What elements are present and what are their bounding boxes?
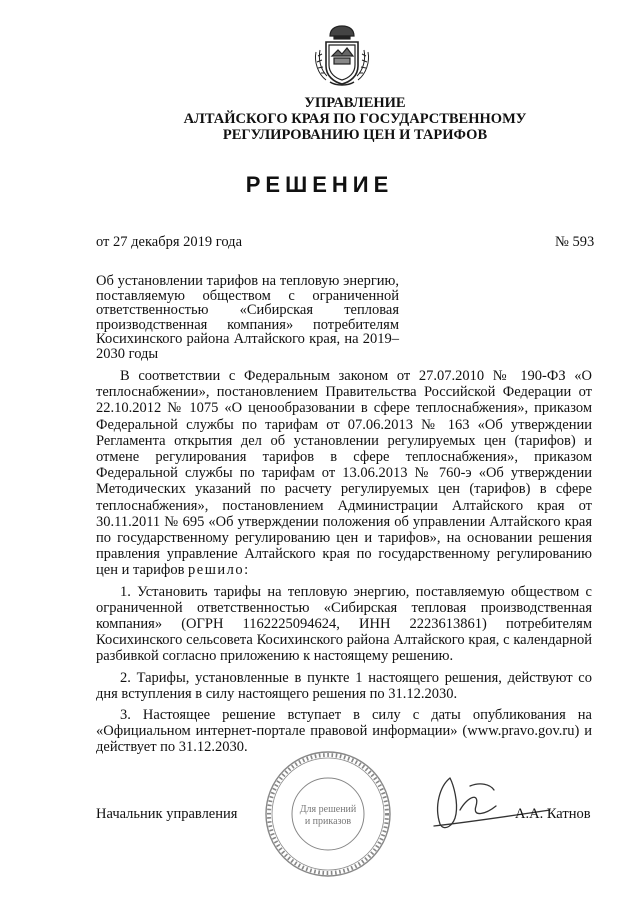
signatory-name: А.А. Катнов — [515, 806, 591, 822]
decision-item-2: 2. Тарифы, установленные в пункте 1 настоящего решения, действуют со дня вступления в силу настоящего решения по 31.12.2030. — [96, 669, 592, 702]
decision-item-1: 1. Установить тарифы на тепловую энергию, поставляемую обществом с ограниченной ответственностью «Сибирская тепловая производственная компания» (ОГРН 1162225094624, ИНН 2223613861) потребителям Косихинского сельсовета Косихинского района Алтайского края, с календарной разбивкой согласно приложению к настоящему решению. — [96, 583, 592, 665]
document-number: № 593 — [555, 234, 595, 250]
document-body — [96, 368, 592, 761]
authority-line-3: РЕГУЛИРОВАНИЮ ЦЕН И ТАРИФОВ — [222, 127, 488, 143]
authority-line-1: УПРАВЛЕНИЕ — [304, 95, 406, 111]
preamble-text: В соответствии с Федеральным законом от 27.07.2010 № 190-ФЗ «О теплоснабжении», постановлением Правительства Российской Федерации от 22.10.2012 № 1075 «О ценообразовании в сфере теплоснабжения», приказом Федеральной службы по тарифам от 07.06.2013 № 163 «Об утверждении Регламента открытия дел об установлении регулируемых цен (тарифов) и отмене регулирования тарифов в сфере теплоснабжения», приказом Федеральной службы по тарифам от 13.06.2013 № 760-э «Об утверждении Методических указаний по расчету регулируемых цен (тарифов) в сфере теплоснабжения», постановлением Администрации Алтайского края от 30.11.2011 № 695 «Об утверждении положения об управлении Алтайского края по государственному регулированию цен и тарифов», на основании решения правления управление Алтайского края по государственному регулированию цен и тарифов — [96, 368, 592, 579]
document-subject: Об установлении тарифов на тепловую энергию, поставляемую обществом с ограниченной ответственностью «Сибирская тепловая производственная компания» потребителям Косихинского района Алтайского края, на 2019–2030 годы — [96, 273, 399, 362]
coat-of-arms-emblem — [312, 22, 372, 88]
signatory-position: Начальник управления — [96, 806, 238, 822]
decision-item-3: 3. Настоящее решение вступает в силу с даты опубликования на «Официальном интернет-портале правовой информации» (www.pravo.gov.ru) и действует по 31.12.2030. — [96, 707, 592, 756]
authority-line-2: АЛТАЙСКОГО КРАЯ ПО ГОСУДАРСТВЕННОМУ — [183, 111, 527, 127]
document-date: от 27 декабря 2019 года — [96, 234, 242, 250]
issuing-authority — [150, 95, 560, 143]
decided-keyword: решило: — [188, 562, 250, 579]
stamp-text-line-2: и приказов — [304, 816, 352, 827]
official-stamp — [262, 748, 394, 880]
document-type-title: РЕШЕНИЕ — [245, 172, 394, 197]
preamble-paragraph — [96, 368, 592, 579]
stamp-text-line-1: Для решений — [299, 804, 357, 815]
handwritten-signature — [410, 766, 560, 841]
